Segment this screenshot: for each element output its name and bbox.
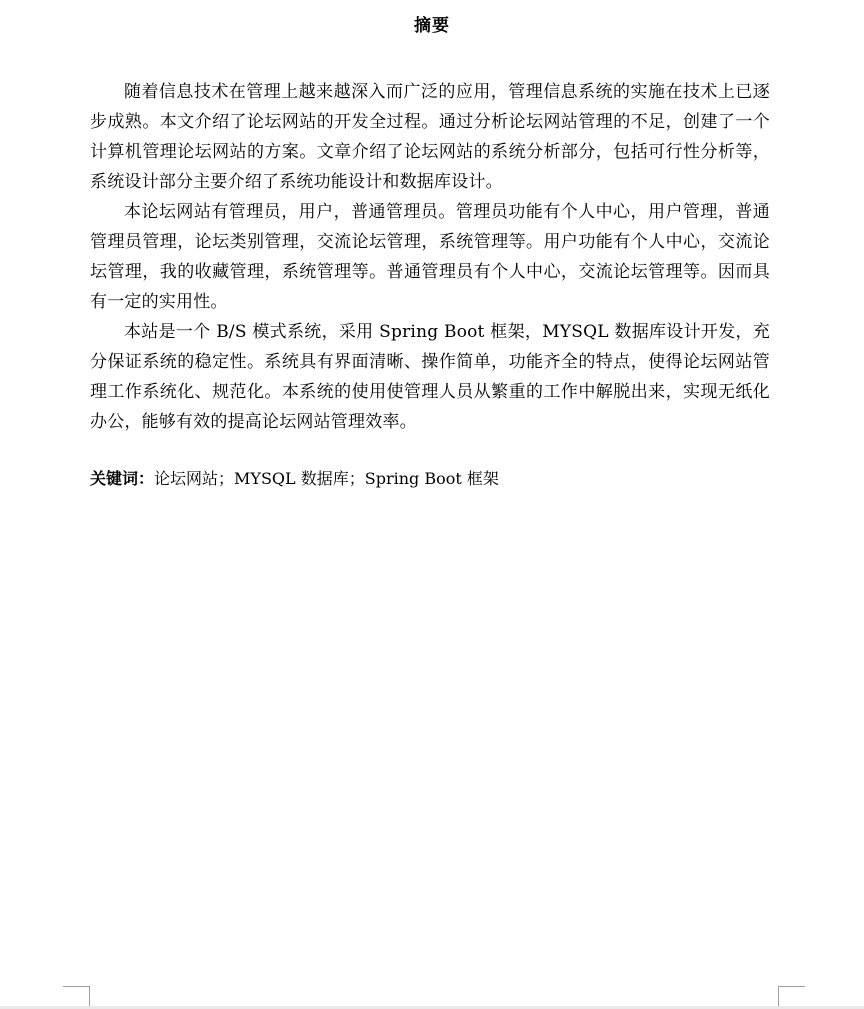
keywords-value: 论坛网站；MYSQL 数据库；Spring Boot 框架 xyxy=(154,469,499,488)
keywords-line xyxy=(90,465,770,493)
abstract-body xyxy=(90,77,770,437)
keywords-label: 关键词： xyxy=(90,469,155,488)
abstract-paragraph-2: 本论坛网站有管理员，用户，普通管理员。管理员功能有个人中心，用户管理，普通管理员管理，论坛类别管理，交流论坛管理，系统管理等。用户功能有个人中心，交流论坛管理，我的收藏管理，系统管理等。普通管理员有个人中心，交流论坛管理等。因而具有一定的实用性。 xyxy=(90,202,770,312)
abstract-paragraph-3: 本站是一个 B/S 模式系统，采用 Spring Boot 框架，MYSQL 数据库设计开发，充分保证系统的稳定性。系统具有界面清晰、操作简单，功能齐全的特点，使得论坛网站管理工作系统化、规范化。本系统的使用使管理人员从繁重的工作中解脱出来，实现无纸化办公，能够有效的提高论坛网站管理效率。 xyxy=(90,322,770,432)
page-title: 摘要 xyxy=(414,16,450,36)
abstract-paragraph-1: 随着信息技术在管理上越来越深入而广泛的应用，管理信息系统的实施在技术上已逐步成熟。本文介绍了论坛网站的开发全过程。通过分析论坛网站管理的不足，创建了一个计算机管理论坛网站的方案。文章介绍了论坛网站的系统分析部分，包括可行性分析等，系统设计部分主要介绍了系统功能设计和数据库设计。 xyxy=(90,82,770,192)
